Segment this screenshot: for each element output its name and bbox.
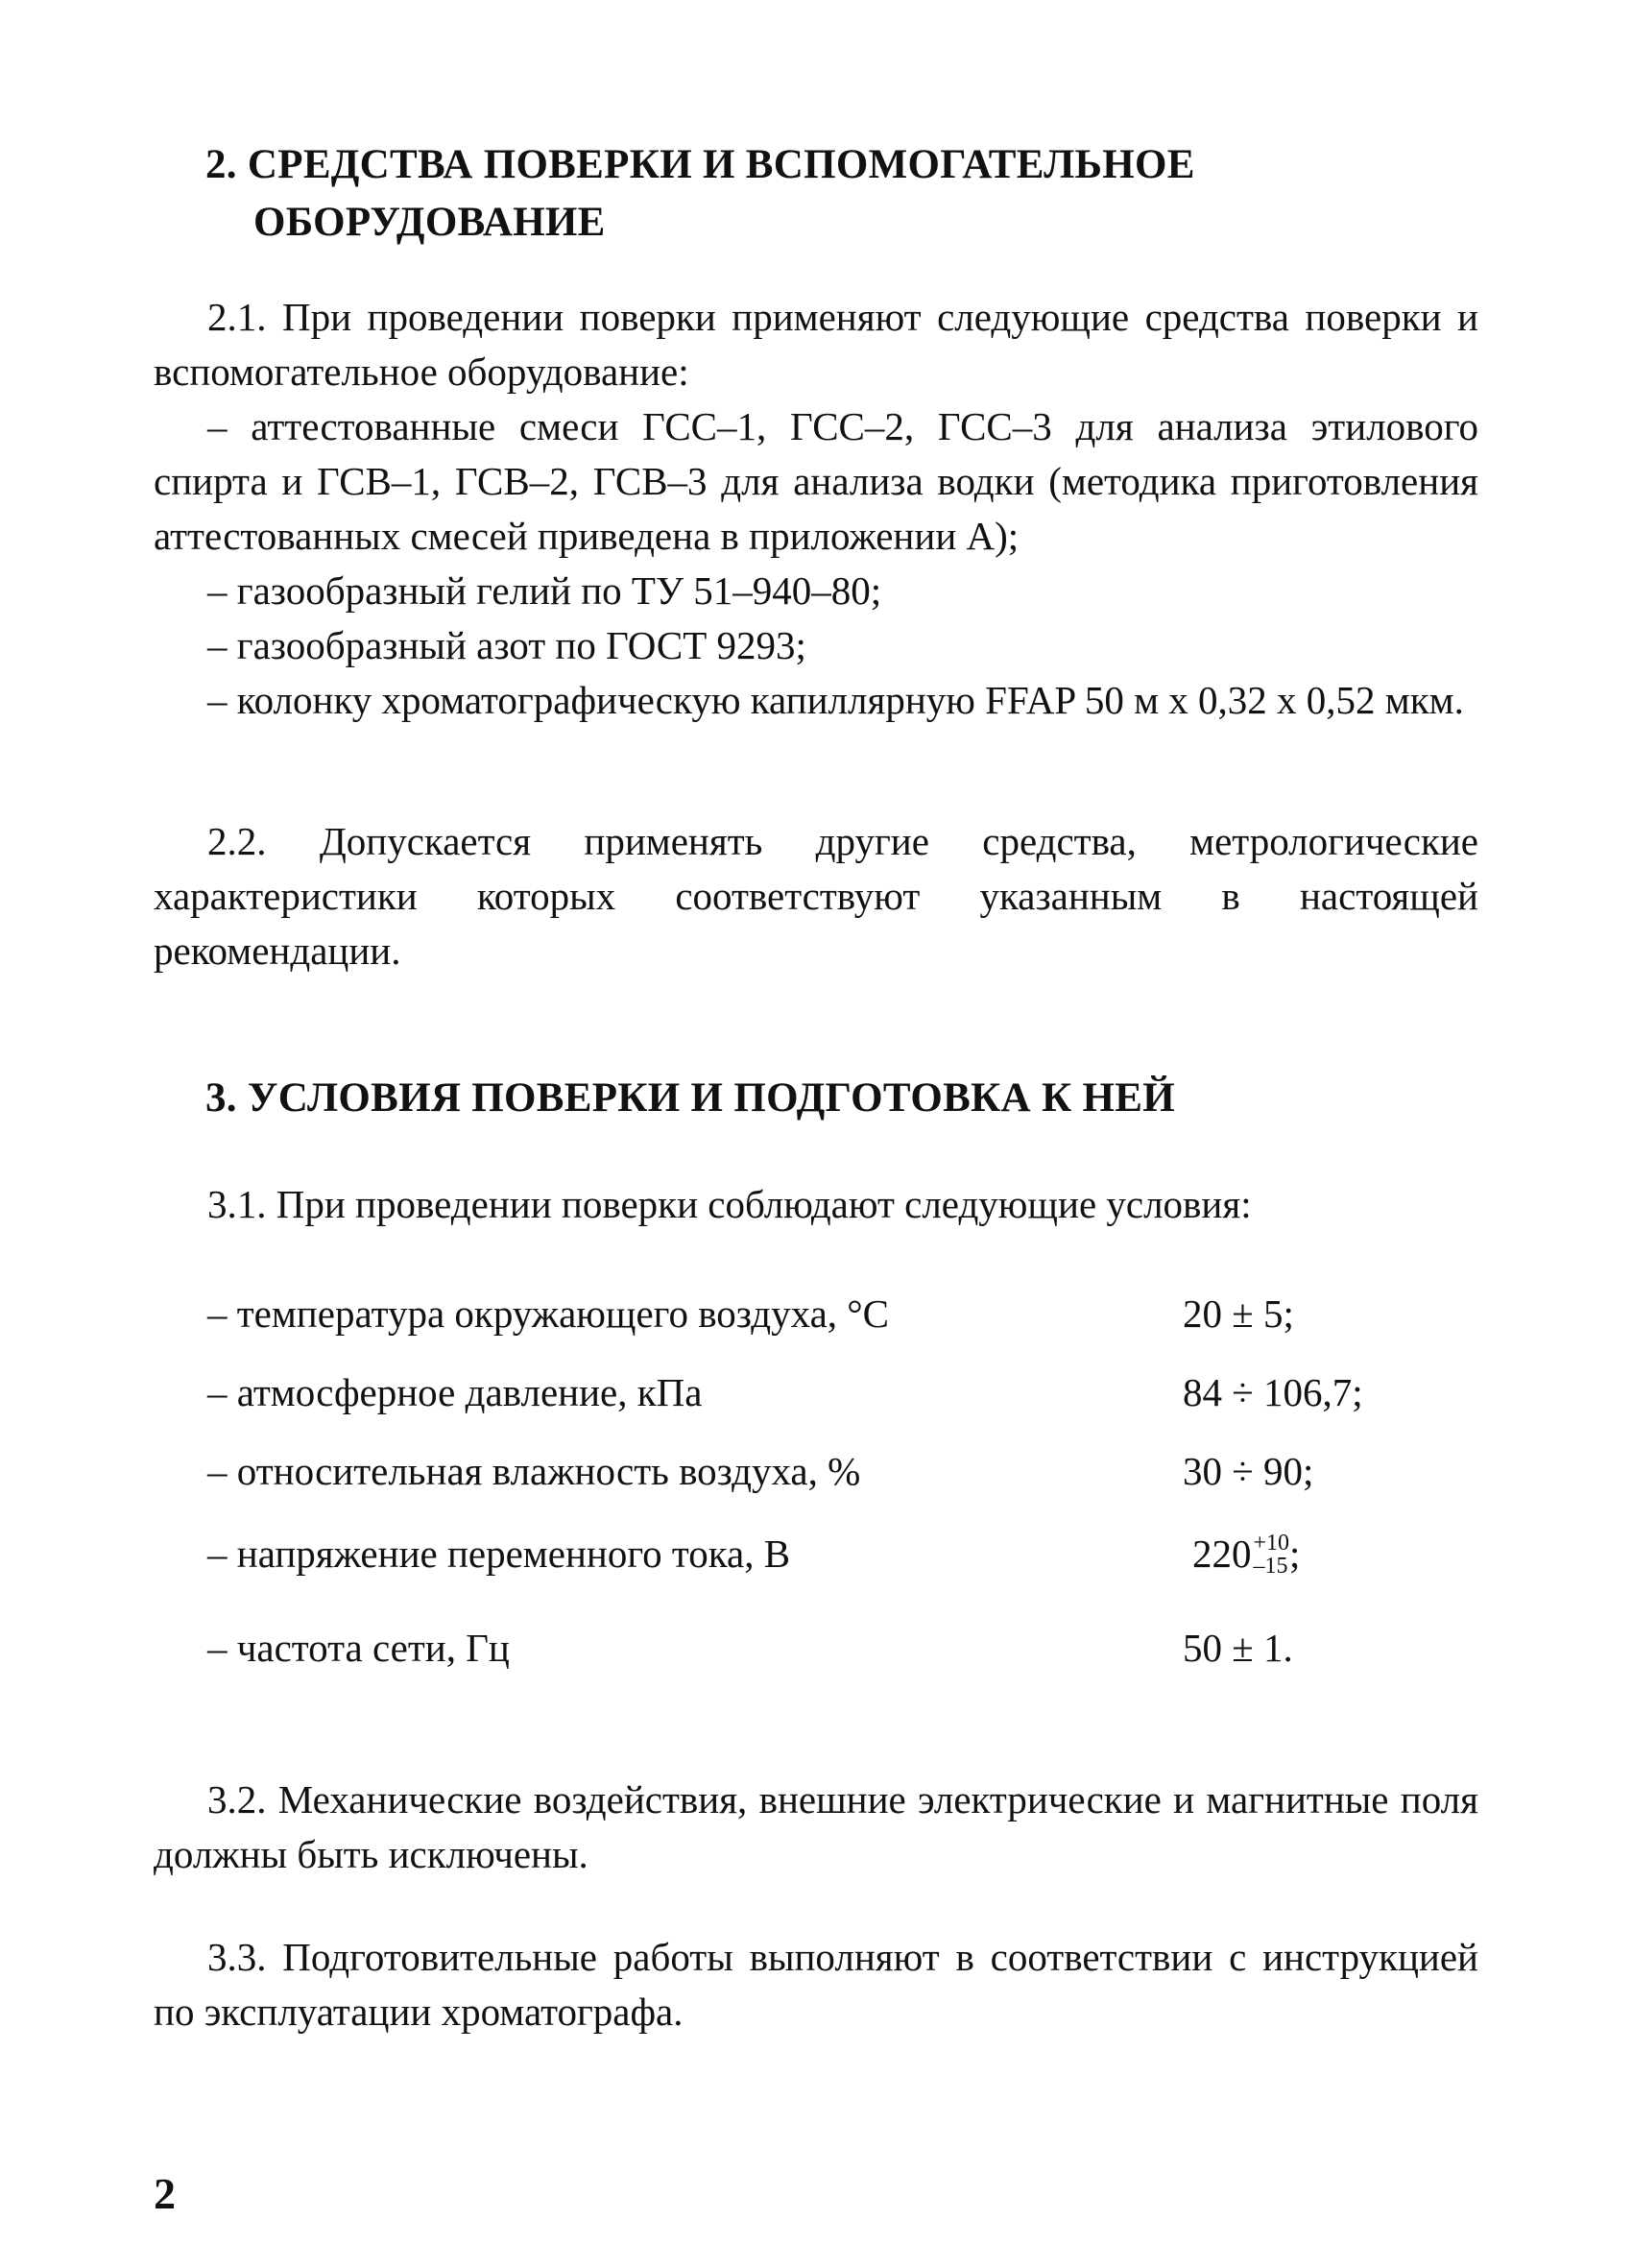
paragraph-3-1 [154, 1177, 1478, 1232]
list-item: – газообразный гелий по ТУ 51–940–80; [207, 568, 882, 613]
voltage-tolerance-upper: +10 [1253, 1530, 1290, 1556]
condition-row-pressure [207, 1363, 1417, 1421]
condition-label: – относительная влажность воздуха, % [207, 1449, 861, 1493]
paragraph-3-2 [154, 1773, 1478, 1882]
paragraph-3-2-text: 3.2. Механические воздействия, внешние электрические и магнитные поля должны быть исключены. [154, 1777, 1478, 1876]
condition-value: 50 ± 1. [1183, 1626, 1293, 1670]
paragraph-3-1-text: 3.1. При проведении поверки соблюдают следующие условия: [207, 1182, 1252, 1226]
condition-value-voltage [1192, 1525, 1300, 1582]
paragraph-2-2-text: 2.2. Допускается применять другие средства, метрологические характеристики которых соответствуют указанным в настоящей рекомендации. [154, 819, 1478, 973]
list-item: – колонку хроматографическую капиллярную FFAP 50 м х 0,32 х 0,52 мкм. [207, 678, 1464, 722]
condition-label: – температура окружающего воздуха, °С [207, 1291, 890, 1336]
condition-label: – напряжение переменного тока, В [207, 1532, 791, 1576]
condition-row-humidity [207, 1442, 1417, 1500]
section-2-heading [205, 136, 1195, 252]
section-2-body [154, 290, 1478, 728]
condition-row-temperature [207, 1285, 1417, 1342]
list-item: – газообразный азот по ГОСТ 9293; [207, 623, 806, 667]
page-number: 2 [154, 2169, 176, 2218]
condition-row-frequency [207, 1619, 1417, 1677]
voltage-nominal: 220 [1192, 1532, 1252, 1576]
condition-label: – частота сети, Гц [207, 1626, 510, 1670]
voltage-tolerance [1254, 1532, 1290, 1578]
section-2-heading-line1: 2. СРЕДСТВА ПОВЕРКИ И ВСПОМОГАТЕЛЬНОЕ [205, 142, 1195, 187]
voltage-tolerance-lower: –15 [1253, 1553, 1288, 1579]
section-3-heading: 3. УСЛОВИЯ ПОВЕРКИ И ПОДГОТОВКА К НЕЙ [205, 1075, 1175, 1121]
list-item: – аттестованные смеси ГСС–1, ГСС–2, ГСС–3 для анализа этилового спирта и ГСВ–1, ГСВ–2, ГСВ–3 для анализа водки (методика приготовления аттестованных смесей приведена в приложении А); [154, 404, 1478, 558]
condition-label: – атмосферное давление, кПа [207, 1370, 703, 1414]
paragraph-3-3 [154, 1930, 1478, 2039]
condition-value: 84 ÷ 106,7; [1183, 1370, 1363, 1414]
paragraph-3-3-text: 3.3. Подготовительные работы выполняют в соответствии с инструкцией по эксплуатации хроматографа. [154, 1935, 1478, 2034]
condition-value: 20 ± 5; [1183, 1291, 1294, 1336]
condition-row-voltage [207, 1525, 1417, 1582]
paragraph-2-2 [154, 814, 1478, 978]
voltage-suffix: ; [1289, 1532, 1301, 1576]
paragraph-2-1: 2.1. При проведении поверки применяют следующие средства поверки и вспомогательное оборудование: [154, 295, 1478, 394]
section-2-heading-line2: ОБОРУДОВАНИЕ [253, 200, 606, 245]
condition-value: 30 ÷ 90; [1183, 1449, 1314, 1493]
